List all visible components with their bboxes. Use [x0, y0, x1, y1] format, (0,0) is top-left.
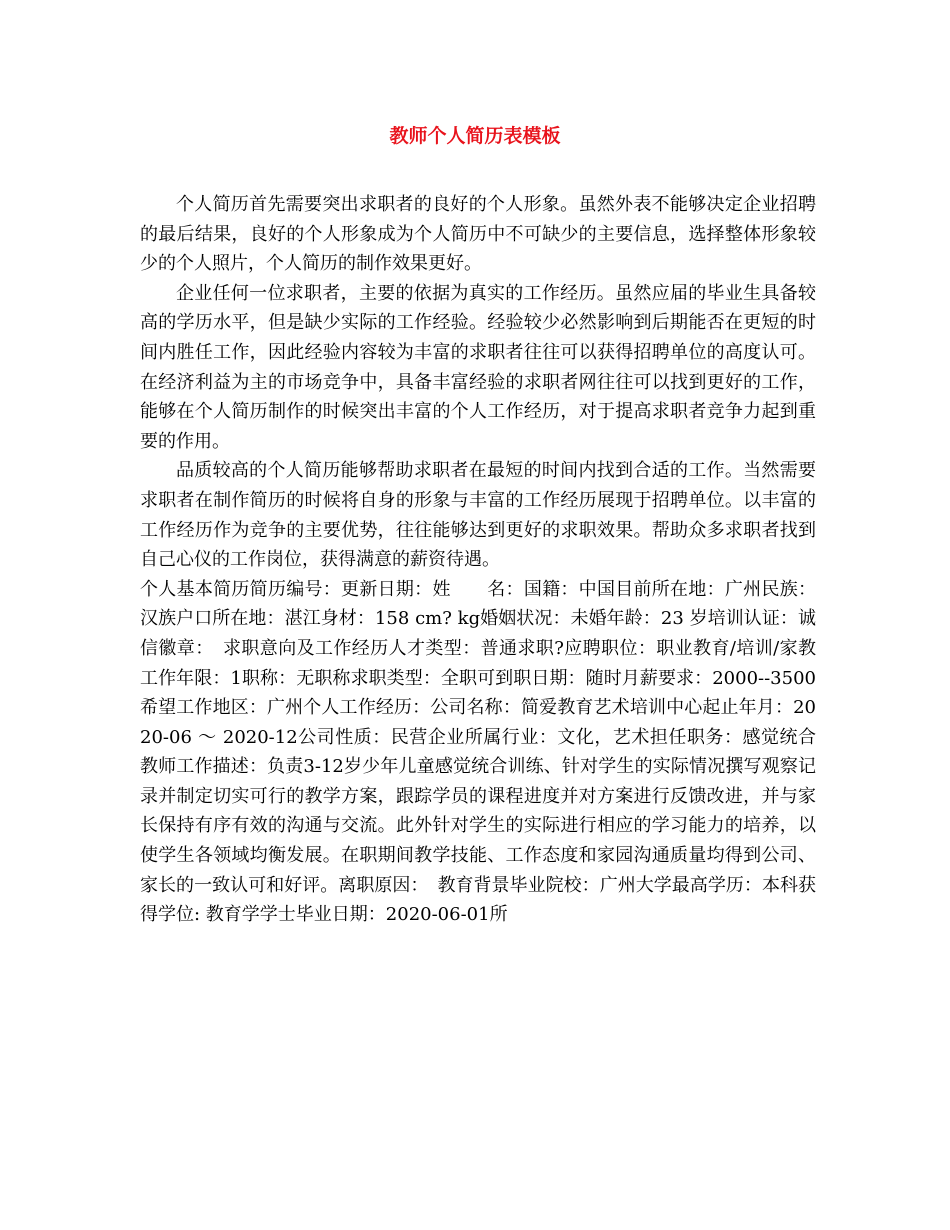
paragraph-quality: 品质较高的个人简历能够帮助求职者在最短的时间内找到合适的工作。当然需要求职者在制作简历的时候将自身的形象与丰富的工作经历展现于招聘单位。以丰富的工作经历作为竞争的主要优势，往往能够达到更好的求职效果。帮助众多求职者找到自己心仪的工作岗位，获得满意的薪资待遇。 [140, 460, 816, 571]
document-body [140, 190, 816, 930]
paragraph-intro: 个人简历首先需要突出求职者的良好的个人形象。虽然外表不能够决定企业招聘的最后结果，良好的个人形象成为个人简历中不可缺少的主要信息，选择整体形象较少的个人照片，个人简历的制作效果更好。 [140, 194, 816, 275]
document-title: 教师个人简历表模板 [389, 125, 561, 147]
resume-details-block: 个人基本简历简历编号：更新日期：姓 名：国籍：中国目前所在地：广州民族：汉族户口所在地：湛江身材：158 cm? kg婚姻状况：未婚年龄：23 岁培训认证：诚信徽章： 求职意向及工作经历人才类型：普通求职?应聘职位：职业教育/培训/家教工作年限：1职称：无职称求职类型：全职可到职日期：随时月薪要求：2000--3500希望工作地区：广州个人工作经历：公司名称：简爱教育艺术培训中心起止年月：2020-06 ～ 2020-12公司性质：民营企业所属行业：文化，艺术担任职务：感觉统合教师工作描述：负责3-12岁少年儿童感觉统合训练、针对学生的实际情况撰写观察记录并制定切实可行的教学方案，跟踪学员的课程进度并对方案进行反馈改进，并与家长保持有序有效的沟通与交流。此外针对学生的实际进行相应的学习能力的培养，以使学生各领域均衡发展。在职期间教学技能、工作态度和家园沟通质量均得到公司、家长的一致认可和好评。离职原因： 教育背景毕业院校：广州大学最高学历：本科获得学位: 教育学学士毕业日期：2020-06-01所 [140, 578, 816, 926]
paragraph-experience: 企业任何一位求职者，主要的依据为真实的工作经历。虽然应届的毕业生具备较高的学历水平，但是缺少实际的工作经验。经验较少必然影响到后期能否在更短的时间内胜任工作，因此经验内容较为丰富的求职者往往可以获得招聘单位的高度认可。在经济利益为主的市场竞争中，具备丰富经验的求职者网往往可以找到更好的工作，能够在个人简历制作的时候突出丰富的个人工作经历，对于提高求职者竞争力起到重要的作用。 [140, 282, 816, 452]
